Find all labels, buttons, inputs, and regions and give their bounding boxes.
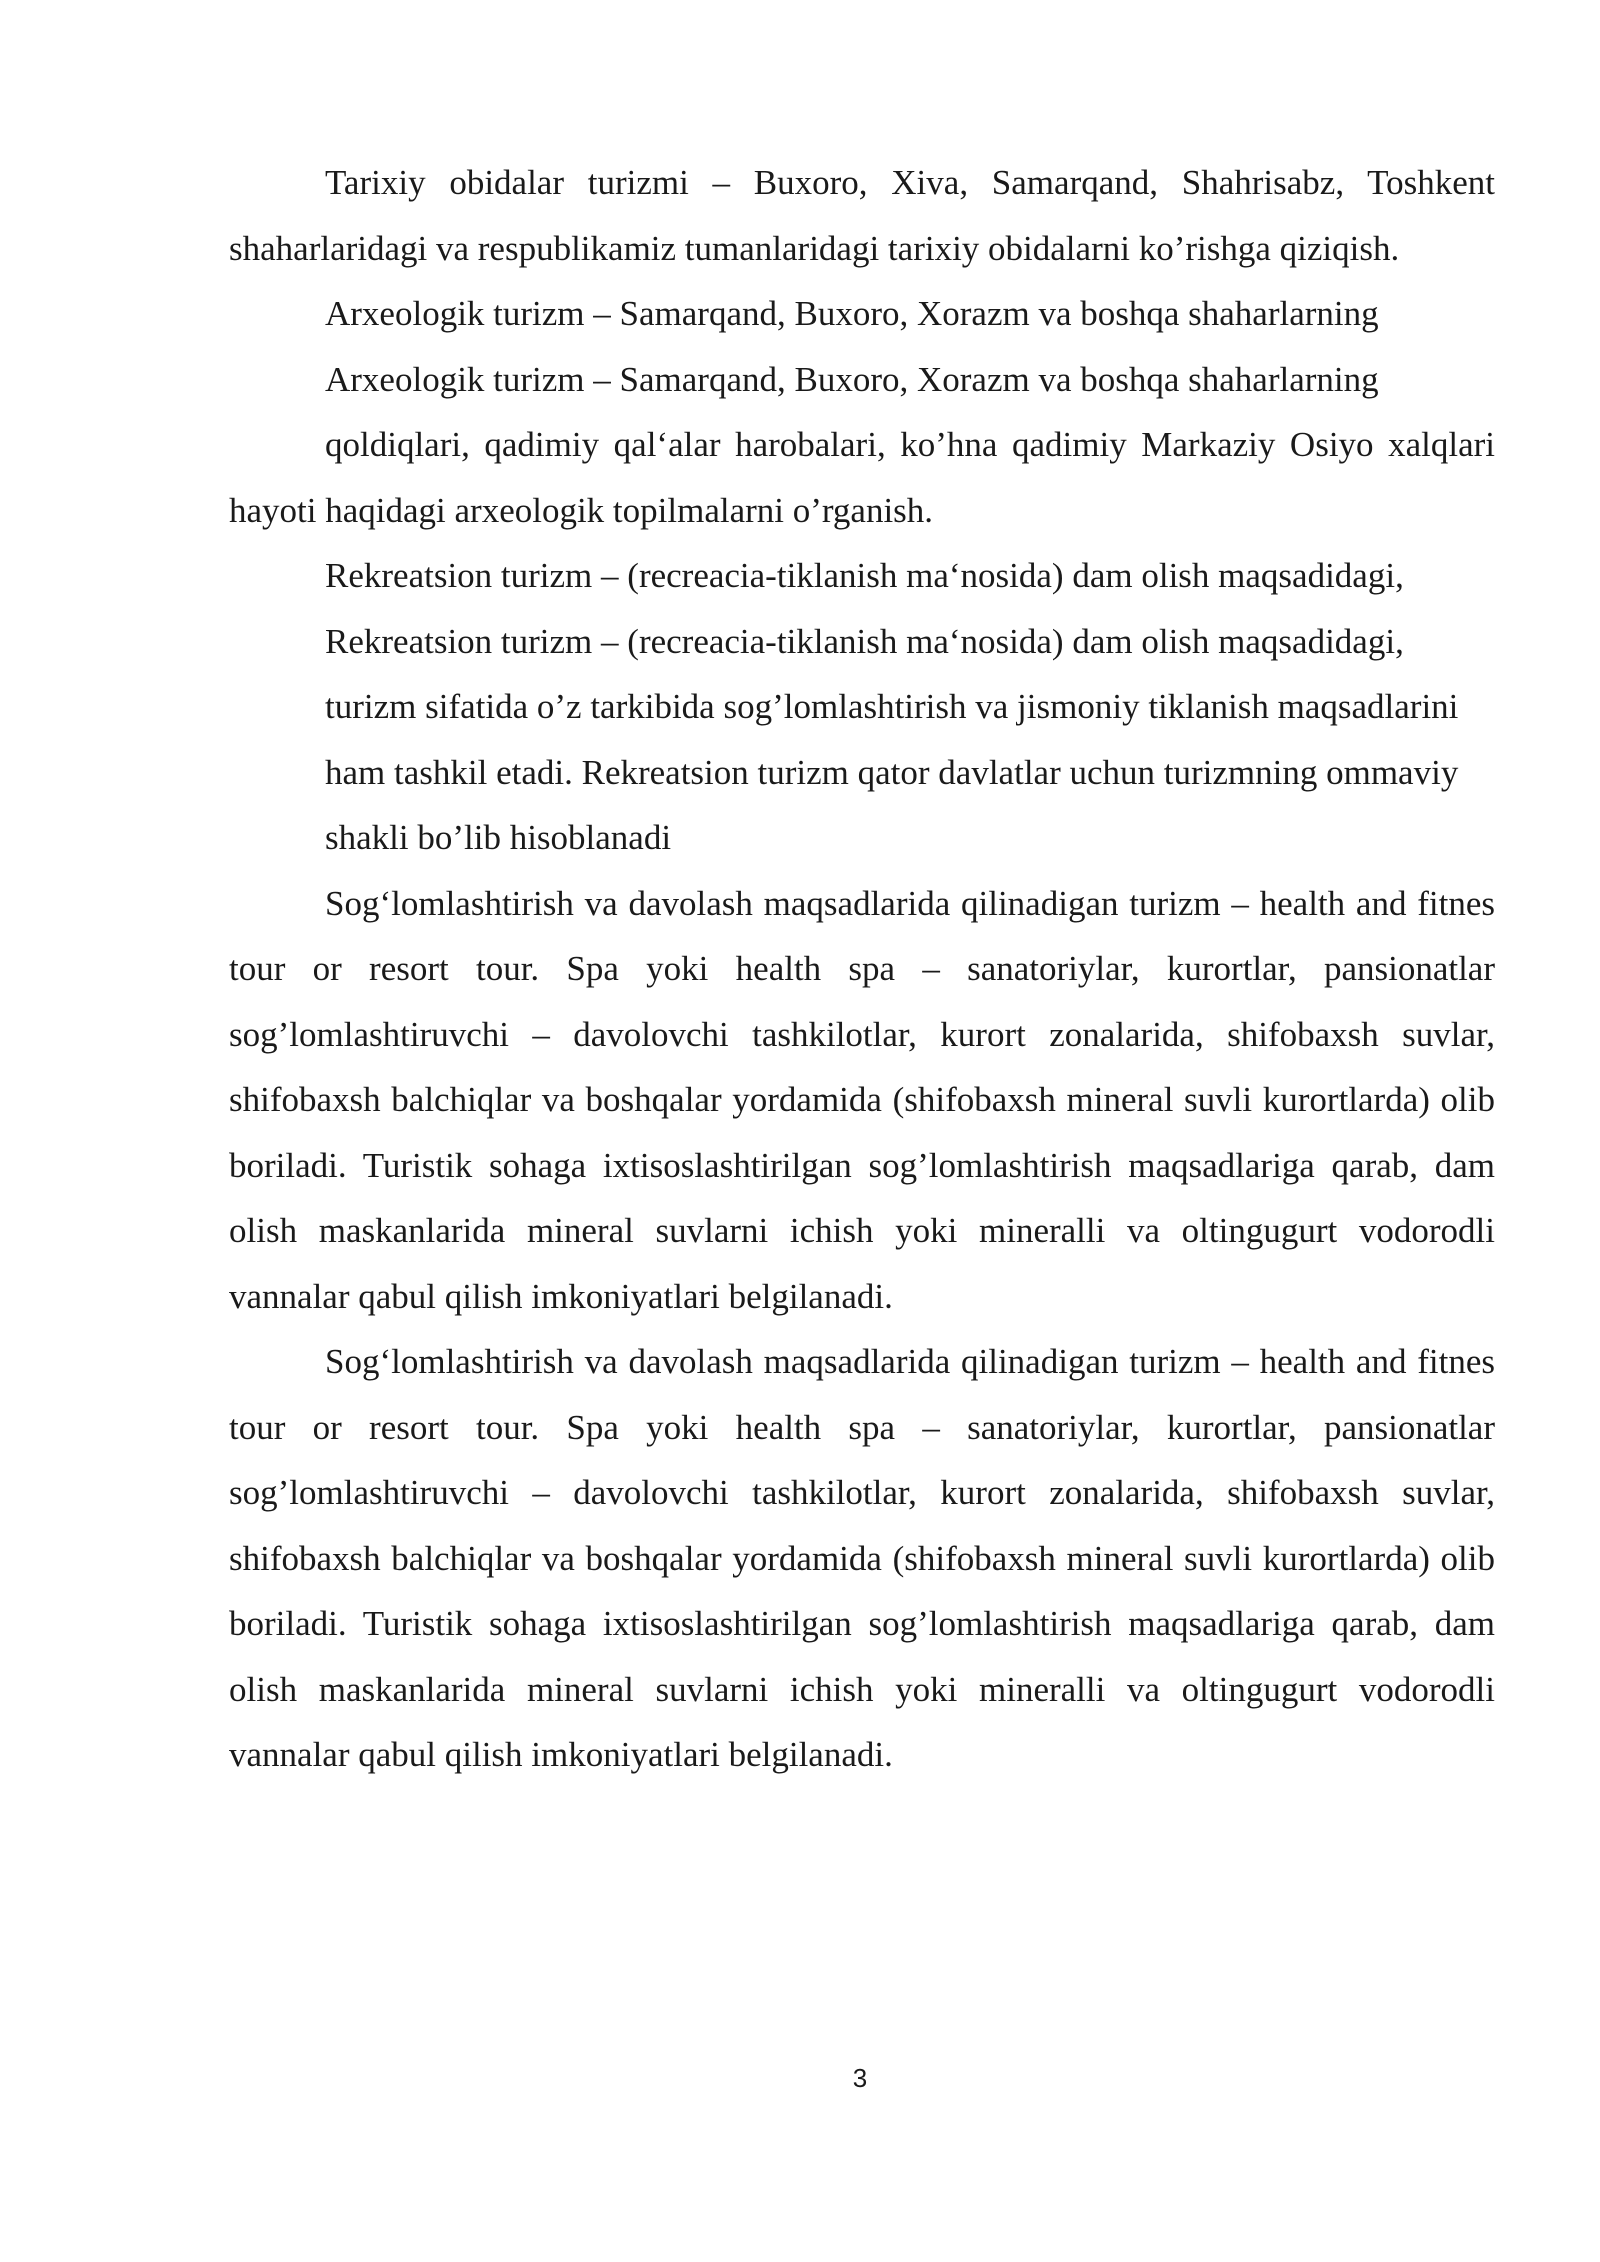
paragraph-recreational-goals: turizm sifatida o’z tarkibida sog’lomlashtirish va jismoniy tiklanish maqsadlarini [325,687,1459,726]
paragraph-historical-tourism: Tarixiy obidalar turizmi – Buxoro, Xiva, Samarqand, Shahrisabz, Toshkent shaharlaridagi va respublikamiz tumanlaridagi tarixiy obidalarni ko’rishga qiziqish. [229,163,1495,268]
paragraph-health-tourism: Sog‘lomlashtirish va davolash maqsadlarida qilinadigan turizm – health and fitnes tour or resort tour. Spa yoki health spa – sanatoriylar, kurortlar, pansionatlar sog’lomlashtiruvchi – davolovchi tashkilotlar, kurort zonalarida, shifobaxsh suvlar, shifobaxsh balchiqlar va boshqalar yordamida (shifobaxsh mineral suvli kurortlarda) olib boriladi. Turistik sohaga ixtisoslashtirilgan sog’lomlashtirish maqsadlariga qarab, dam olish maskanlarida mineral suvlarni ichish yoki mineralli va oltingugurt vodorodli vannalar qabul qilish imkoniyatlari belgilanadi. [229,883,1495,1316]
paragraph-recreational-heading-repeat: Rekreatsion turizm – (recreacia-tiklanish ma‘nosida) dam olish maqsadidagi, [325,621,1404,661]
paragraph-archaeological-heading-repeat: Arxeologik turizm – Samarqand, Buxoro, Xorazm va boshqa shaharlarning [325,359,1379,399]
paragraph-recreational-heading: Rekreatsion turizm – (recreacia-tiklanish ma‘nosida) dam olish maqsadidagi, [325,556,1404,595]
page-number: 3 [852,2063,868,2093]
body-text [229,150,1495,1788]
paragraph-archaeological-heading: Arxeologik turizm – Samarqand, Buxoro, Xorazm va boshqa shaharlarning [325,294,1379,333]
paragraph-archaeological-tourism: qoldiqlari, qadimiy qal‘alar harobalari, ko’hna qadimiy Markaziy Osiyo xalqlari hayoti haqidagi arxeologik topilmalarni o’rganish. [229,425,1495,530]
paragraph-recreational-mass: ham tashkil etadi. Rekreatsion turizm qator davlatlar uchun turizmning ommaviy [325,752,1459,792]
paragraph-recreational-form: shakli bo’lib hisoblanadi [325,818,672,857]
paragraph-health-tourism-repeat: Sog‘lomlashtirish va davolash maqsadlarida qilinadigan turizm – health and fitnes tour or resort tour. Spa yoki health spa – sanatoriylar, kurortlar, pansionatlar sog’lomlashtiruvchi – davolovchi tashkilotlar, kurort zonalarida, shifobaxsh suvlar, shifobaxsh balchiqlar va boshqalar yordamida (shifobaxsh mineral suvli kurortlarda) olib boriladi. Turistik sohaga ixtisoslashtirilgan sog’lomlashtirish maqsadlariga qarab, dam olish maskanlarida mineral suvlarni ichish yoki mineralli va oltingugurt vodorodli vannalar qabul qilish imkoniyatlari belgilanadi. [229,1342,1495,1774]
